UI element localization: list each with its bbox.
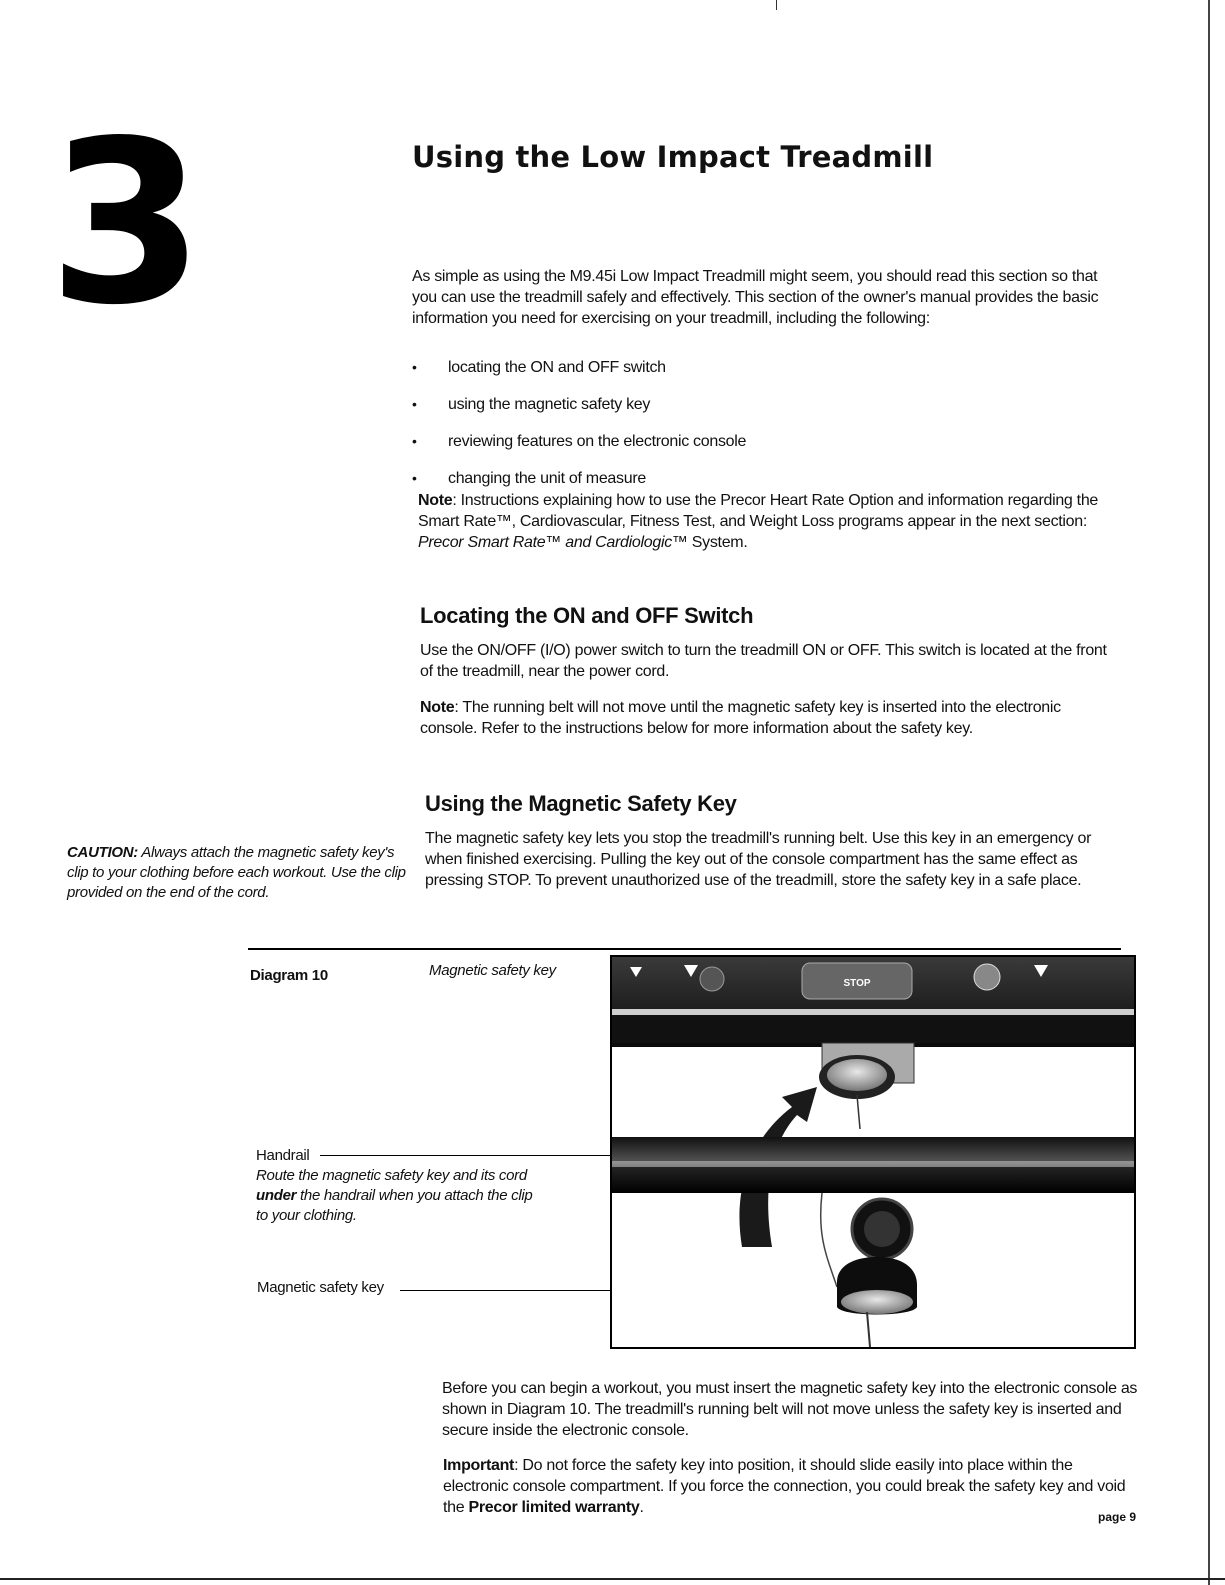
note-label: Note (420, 699, 455, 716)
key-ring-center (864, 1211, 900, 1247)
diagram-label: Diagram 10 (250, 967, 328, 984)
top-edge-tick (776, 0, 777, 10)
note-label: Note (418, 492, 453, 509)
important-label: Important (443, 1457, 515, 1474)
important-note (443, 1455, 1133, 1518)
chapter-number: 3 (48, 93, 205, 355)
console-lower-edge (612, 1015, 1134, 1043)
console-trim (612, 1009, 1134, 1015)
console-knob (700, 967, 724, 991)
safety-key-paragraph: The magnetic safety key lets you stop the treadmill's running belt. Use this key in an emergency or when finished exercising. Pulling the key out of the console compartment has the same effect as pressing STOP. To prevent unauthorized use of the treadmill, store the safety key in a safe place. (425, 830, 1092, 889)
insert-key-paragraph: Before you can begin a workout, you must insert the magnetic safety key into the electronic console as shown in Diagram 10. The treadmill's running belt will not move unless the safety key is inserted and secure inside the electronic console. (442, 1380, 1138, 1439)
note-programs (418, 490, 1108, 553)
console-dial (974, 964, 1000, 990)
key-cord (821, 1193, 837, 1287)
handrail-note-part: the handrail when you attach the clip to your clothing. (256, 1187, 533, 1224)
list-item: • reviewing features on the electronic console (412, 431, 1012, 452)
key-cord (857, 1095, 860, 1129)
switch-paragraph: Use the ON/OFF (I/O) power switch to turn the treadmill ON or OFF. This switch is located at the front of the treadmill, near the power cord. (420, 642, 1107, 680)
page-title: Using the Low Impact Treadmill (412, 140, 934, 174)
warranty-text: Precor limited warranty (468, 1499, 640, 1516)
caution-label: CAUTION: (67, 844, 138, 861)
diagram-caption: Magnetic safety key (429, 962, 556, 979)
scan-edge-right (1208, 0, 1210, 1585)
diagram-divider (248, 948, 1121, 950)
safety-key-label: Magnetic safety key (257, 1279, 384, 1296)
note-belt (420, 697, 1110, 739)
note-reference: Precor Smart Rate™ and Cardiologic™ (418, 534, 688, 551)
list-item: • using the magnetic safety key (412, 394, 1012, 415)
list-item: • changing the unit of measure (412, 468, 1012, 489)
note-tail: System. (687, 534, 748, 551)
important-tail: . (639, 1499, 644, 1516)
page-number: page 9 (1098, 1510, 1137, 1524)
handrail-highlight (612, 1161, 1134, 1167)
section-heading-safety-key: Using the Magnetic Safety Key (425, 791, 737, 816)
section-heading-switch: Locating the ON and OFF Switch (420, 603, 754, 628)
handrail-callout-line (320, 1155, 612, 1156)
list-item: • locating the ON and OFF switch (412, 357, 1012, 378)
safety-key-illustration (612, 957, 1134, 1347)
scan-edge-bottom (0, 1578, 1225, 1580)
intro-paragraph: As simple as using the M9.45i Low Impact Treadmill might seem, you should read this section so that you can use the treadmill safely and effectively. This section of the owner's manual provides the basic information you need for exercising on your treadmill, including the following: (412, 268, 1099, 327)
note-text: : Instructions explaining how to use the Precor Heart Rate Option and information regarding the Smart Rate™, Cardiovascular, Fitness Test, and Weight Loss programs appear in the next section: (418, 492, 1099, 530)
note-text: : The running belt will not move until the magnetic safety key is inserted into the electronic console. Refer to the instructions below for more information about the safety key. (420, 699, 1061, 737)
important-text: : Do not force the safety key into position, it should slide easily into place within the electronic console compartment. If you force the connection, you could break the safety key and void the (443, 1457, 1126, 1516)
key-cord (867, 1312, 870, 1347)
stop-button-label: STOP (843, 978, 871, 989)
safety-key-face (841, 1290, 913, 1314)
handrail-note (256, 1166, 536, 1226)
inserted-key-face (827, 1059, 887, 1091)
key-callout-line (400, 1290, 612, 1291)
handrail-label: Handrail (256, 1147, 310, 1164)
caution-note (67, 843, 407, 903)
safety-key-photo (610, 955, 1136, 1349)
caution-text: Always attach the magnetic safety key's clip to your clothing before each workout. Use the clip provided on the end of the cord. (67, 844, 406, 901)
topic-list (412, 357, 1012, 505)
handrail-note-part: Route the magnetic safety key and its cord (256, 1167, 527, 1184)
handrail-note-emphasis: under (256, 1187, 297, 1204)
